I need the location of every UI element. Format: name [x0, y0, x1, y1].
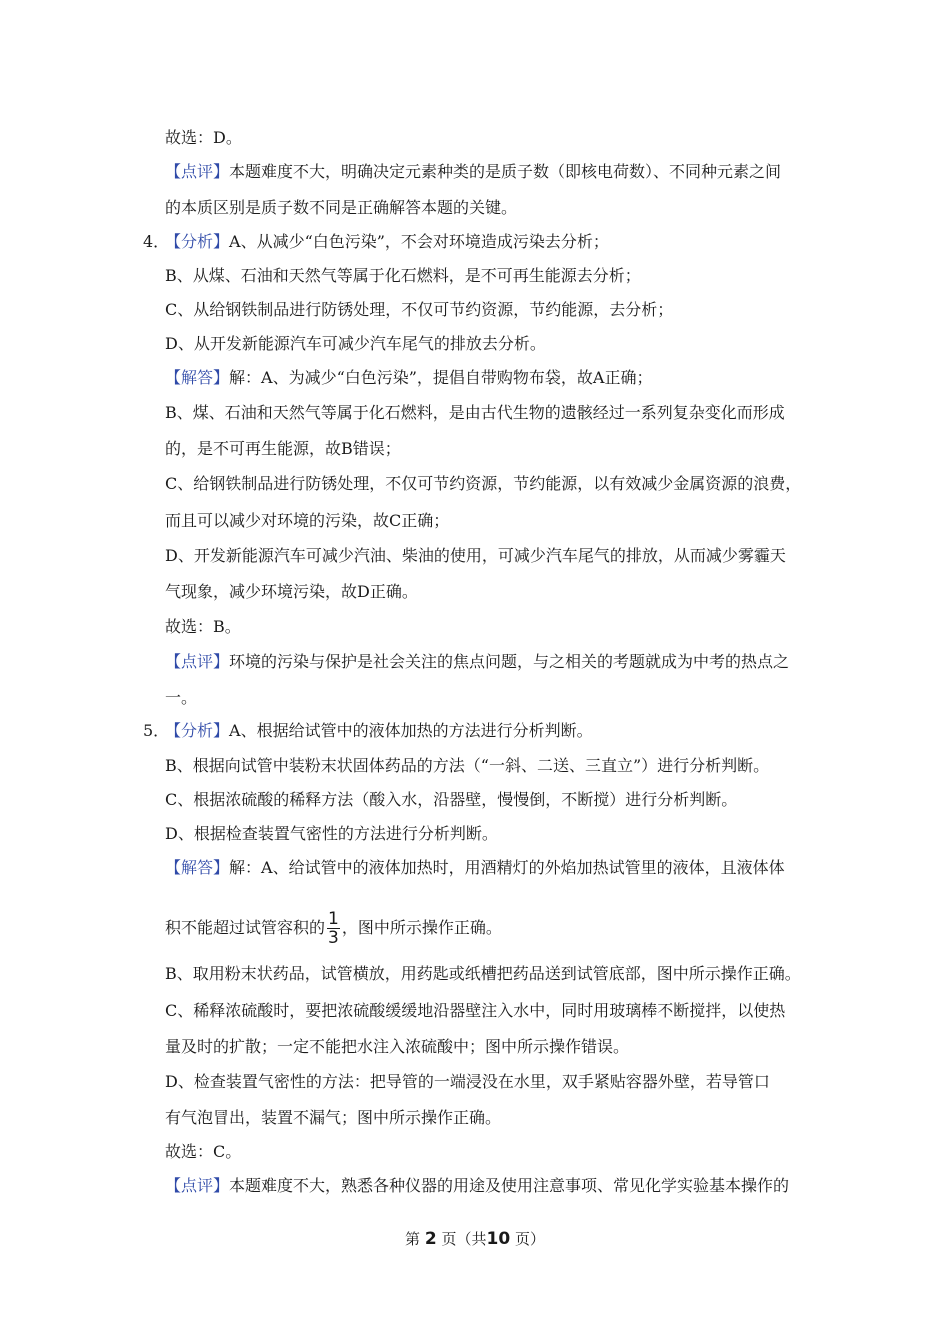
analysis-tag: 【分析】: [165, 721, 230, 740]
text-line: C、根据浓硫酸的稀释方法（酸入水，沿器壁，慢慢倒，不断搅）进行分析判断。: [165, 790, 738, 809]
fraction-denominator: 3: [328, 928, 339, 948]
text-line: 故选：C。: [165, 1142, 242, 1161]
text-line: 故选：B。: [165, 617, 241, 636]
text-line: B、从煤、石油和天然气等属于化石燃料，是不可再生能源去分析；: [165, 266, 641, 285]
text-line: 气现象，减少环境污染，故D正确。: [165, 582, 418, 601]
question-number: 5．: [143, 721, 170, 740]
text-line: C、从给钢铁制品进行防锈处理，不仅可节约资源，节约能源，去分析；: [165, 300, 674, 319]
page-footer: 第 2 页（共10 页）: [405, 1229, 545, 1249]
text-line: C、稀释浓硫酸时，要把浓硫酸缓缓地沿器壁注入水中，同时用玻璃棒不断搅拌，以使热: [165, 1001, 786, 1020]
page-number: 2: [424, 1229, 437, 1249]
text-line: 【点评】环境的污染与保护是社会关注的焦点问题，与之相关的考题就成为中考的热点之: [165, 652, 790, 671]
text-line: 【点评】本题难度不大，熟悉各种仪器的用途及使用注意事项、常见化学实验基本操作的: [165, 1176, 790, 1195]
text-line: 【分析】A、从减少“白色污染”，不会对环境造成污染去分析；: [165, 232, 609, 251]
text-line: B、根据向试管中装粉末状固体药品的方法（“一斜、二送、三直立”）进行分析判断。: [165, 756, 770, 775]
text-line: D、从开发新能源汽车可减少汽车尾气的排放去分析。: [165, 334, 546, 353]
comment-tag: 【点评】: [165, 652, 230, 671]
text-line: C、给钢铁制品进行防锈处理，不仅可节约资源，节约能源，以有效减少金属资源的浪费，: [165, 474, 802, 493]
analysis-tag: 【分析】: [165, 232, 230, 251]
comment-tag: 【点评】: [165, 1176, 230, 1195]
text-line: 【解答】解：A、为减少“白色污染”，提倡自带购物布袋，故A正确；: [165, 368, 653, 387]
text-line: D、根据检查装置气密性的方法进行分析判断。: [165, 824, 498, 843]
text-line: 的本质区别是质子数不同是正确解答本题的关键。: [165, 198, 518, 217]
text-line: 有气泡冒出，装置不漏气；图中所示操作正确。: [165, 1108, 502, 1127]
text-line: 一。: [165, 688, 198, 707]
fraction: [327, 910, 340, 947]
text-line: 积不能超过试管容积的 $\frac{1}{3}$ ，图中所示操作正确。: [165, 909, 502, 948]
question-number: 4．: [143, 232, 170, 251]
text-line: B、取用粉末状药品，试管横放，用药匙或纸槽把药品送到试管底部，图中所示操作正确。: [165, 964, 801, 983]
text-line: 的，是不可再生能源，故B错误；: [165, 439, 401, 458]
text-line: 故选：D。: [165, 128, 242, 147]
answer-tag: 【解答】: [165, 368, 230, 387]
answer-tag: 【解答】: [165, 858, 230, 877]
text-line: D、开发新能源汽车可减少汽油、柴油的使用，可减少汽车尾气的排放，从而减少雾霾天: [165, 546, 786, 565]
text-line: 【点评】本题难度不大，明确决定元素种类的是质子数（即核电荷数）、不同种元素之间: [165, 162, 782, 181]
total-pages: 10: [486, 1229, 511, 1249]
text-line: D、检查装置气密性的方法：把导管的一端浸没在水里，双手紧贴容器外壁，若导管口: [165, 1072, 770, 1091]
text-line: 【解答】解：A、给试管中的液体加热时，用酒精灯的外焰加热试管里的液体，且液体体: [165, 858, 785, 877]
text-line: 量及时的扩散；一定不能把水注入浓硫酸中；图中所示操作错误。: [165, 1037, 630, 1056]
text-line: 而且可以减少对环境的污染，故C正确；: [165, 511, 450, 530]
text-line: B、煤、石油和天然气等属于化石燃料，是由古代生物的遗骸经过一系列复杂变化而形成: [165, 403, 785, 422]
fraction-numerator: 1: [328, 909, 339, 929]
comment-tag: 【点评】: [165, 162, 230, 181]
text-line: 【分析】A、根据给试管中的液体加热的方法进行分析判断。: [165, 721, 593, 740]
